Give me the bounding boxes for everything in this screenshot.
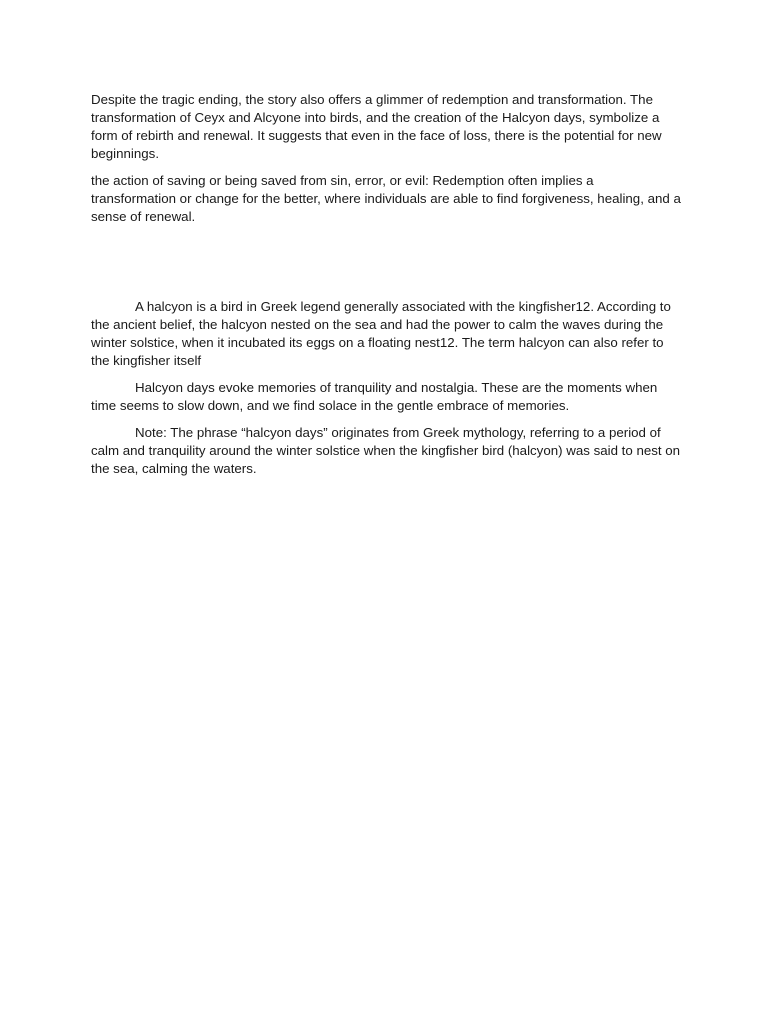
paragraph-halcyon-days: Halcyon days evoke memories of tranquility and nostalgia. These are the moments when time seems to slow down, and we find solace in the gentle embrace of memories.: [91, 380, 658, 413]
paragraph-halcyon-bird: A halcyon is a bird in Greek legend generally associated with the kingfisher12. According to the ancient belief, the halcyon nested on the sea and had the power to calm the waves during the winter solstice, when it incubated its eggs on a floating nest12. The term halcyon can also refer to the kingfisher itself: [91, 299, 671, 368]
document-body: [91, 91, 681, 487]
blank-space: [91, 235, 681, 298]
paragraph-redemption-transformation: Despite the tragic ending, the story also offers a glimmer of redemption and transformation. The transformation of Ceyx and Alcyone into birds, and the creation of the Halcyon days, symbolize a form of rebirth and renewal. It suggests that even in the face of loss, there is the potential for new beginnings.: [91, 92, 662, 161]
paragraph-note: Note: The phrase “halcyon days” originates from Greek mythology, referring to a period of calm and tranquility around the winter solstice when the kingfisher bird (halcyon) was said to nest on the sea, calming the waters.: [91, 425, 681, 476]
paragraph-redemption-definition: the action of saving or being saved from sin, error, or evil: Redemption often implies a transformation or change for the better, where individuals are able to find forgiveness, healing, and a sense of renewal.: [91, 173, 681, 224]
